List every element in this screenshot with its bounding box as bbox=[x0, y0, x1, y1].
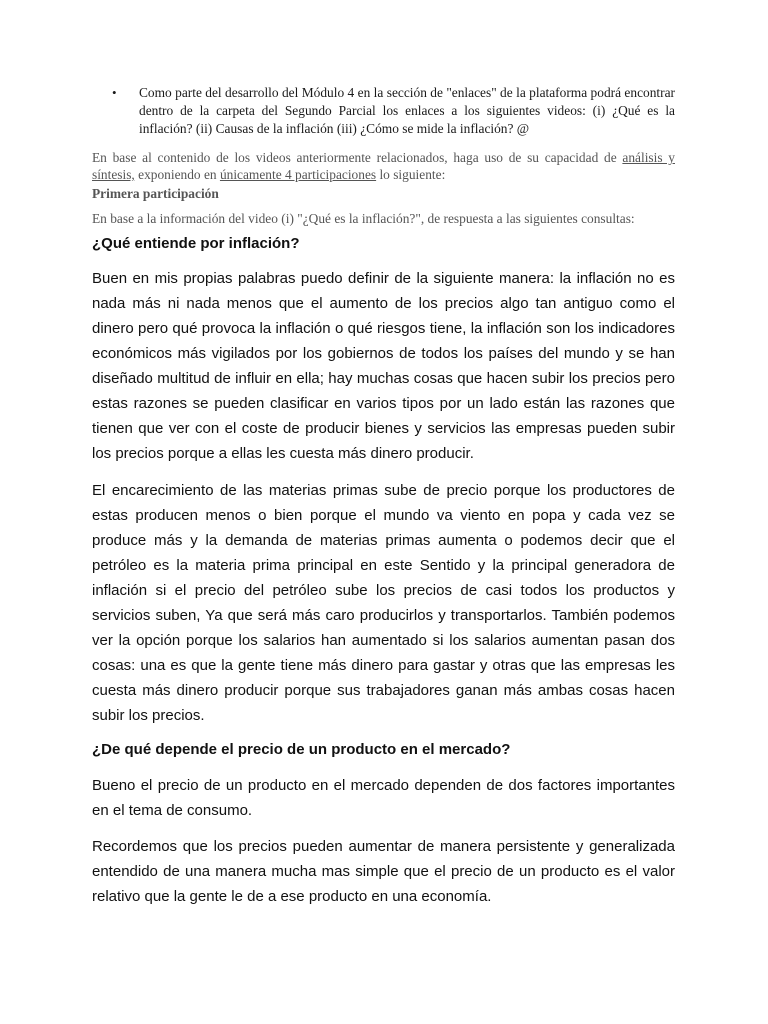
answer-paragraph-1: Buen en mis propias palabras puedo definir de la siguiente manera: la inflación no es nada más ni nada menos que el aumento de los precios algo tan antiguo como el dinero pero qué provoca la inflación o qué riesgos tiene, la inflación son los indicadores económicos más vigilados por los gobiernos de todos los países del mundo y se han diseñado multitud de influir en ella; hay muchas cosas que hacen subir los precios pero estas razones se pueden clasificar en varios tipos por un lado están las razones que tienen que ver con el coste de producir bienes y servicios las empresas pueden subir los precios porque a ellas les cuesta más dinero producir. bbox=[92, 270, 675, 462]
section-subheading: Primera participación bbox=[92, 186, 219, 201]
intro-underlined-participations: únicamente 4 participaciones bbox=[219, 167, 377, 182]
instruction-text: En base a la información del video (i) "¿Qué es la inflación?", de respuesta a las siguientes consultas: bbox=[92, 211, 635, 226]
intro-paragraph bbox=[92, 149, 675, 183]
intro-text-part-1: En base al contenido de los videos anteriormente relacionados, haga uso de su capacidad de bbox=[92, 150, 623, 165]
answer-paragraph-3: Bueno el precio de un producto en el mercado dependen de dos factores importantes en el tema de consumo. bbox=[92, 777, 675, 819]
bullet-list-item bbox=[112, 84, 675, 138]
bullet-marker: • bbox=[112, 85, 117, 100]
intro-text-part-2: exponiendo en bbox=[134, 167, 220, 182]
answer-paragraph-2: El encarecimiento de las materias primas sube de precio porque los productores de estas producen menos o bien porque el mundo va viento en popa y cada vez se produce más y la demanda de materias primas aumenta o podemos decir que el petróleo es la materia prima principal en este Sentido y la principal generadora de inflación si el precio del petróleo sube los precios de casi todos los productos y servicios suben, Ya que será más caro producirlos y transportarlos. También podemos ver la opción porque los salarios han aumentado si los salarios aumentan pasan dos cosas: una es que la gente tiene más dinero para gastar y otras que las empresas les cuesta más dinero producir porque sus trabajadores ganan más ambas cosas hacen subir los precios. bbox=[92, 482, 675, 724]
intro-underlined-analysis: análisis y síntesis, bbox=[92, 150, 675, 182]
question-heading-1: ¿Qué entiende por inflación? bbox=[92, 235, 300, 252]
question-heading-2: ¿De qué depende el precio de un producto en el mercado? bbox=[92, 741, 511, 758]
bullet-text: Como parte del desarrollo del Módulo 4 en la sección de "enlaces" de la plataforma podrá encontrar dentro de la carpeta del Segundo Parcial los enlaces a los siguientes videos: (i) ¿Qué es la inflación? (ii) Causas de la inflación (iii) ¿Cómo se mide la inflación? @ bbox=[139, 85, 675, 136]
answer-paragraph-4: Recordemos que los precios pueden aumentar de manera persistente y generalizada entendido de una manera mucha mas simple que el precio de un producto es el valor relativo que la gente le de a ese producto en una economía. bbox=[92, 838, 675, 905]
intro-text-part-3: lo siguiente: bbox=[376, 167, 446, 182]
